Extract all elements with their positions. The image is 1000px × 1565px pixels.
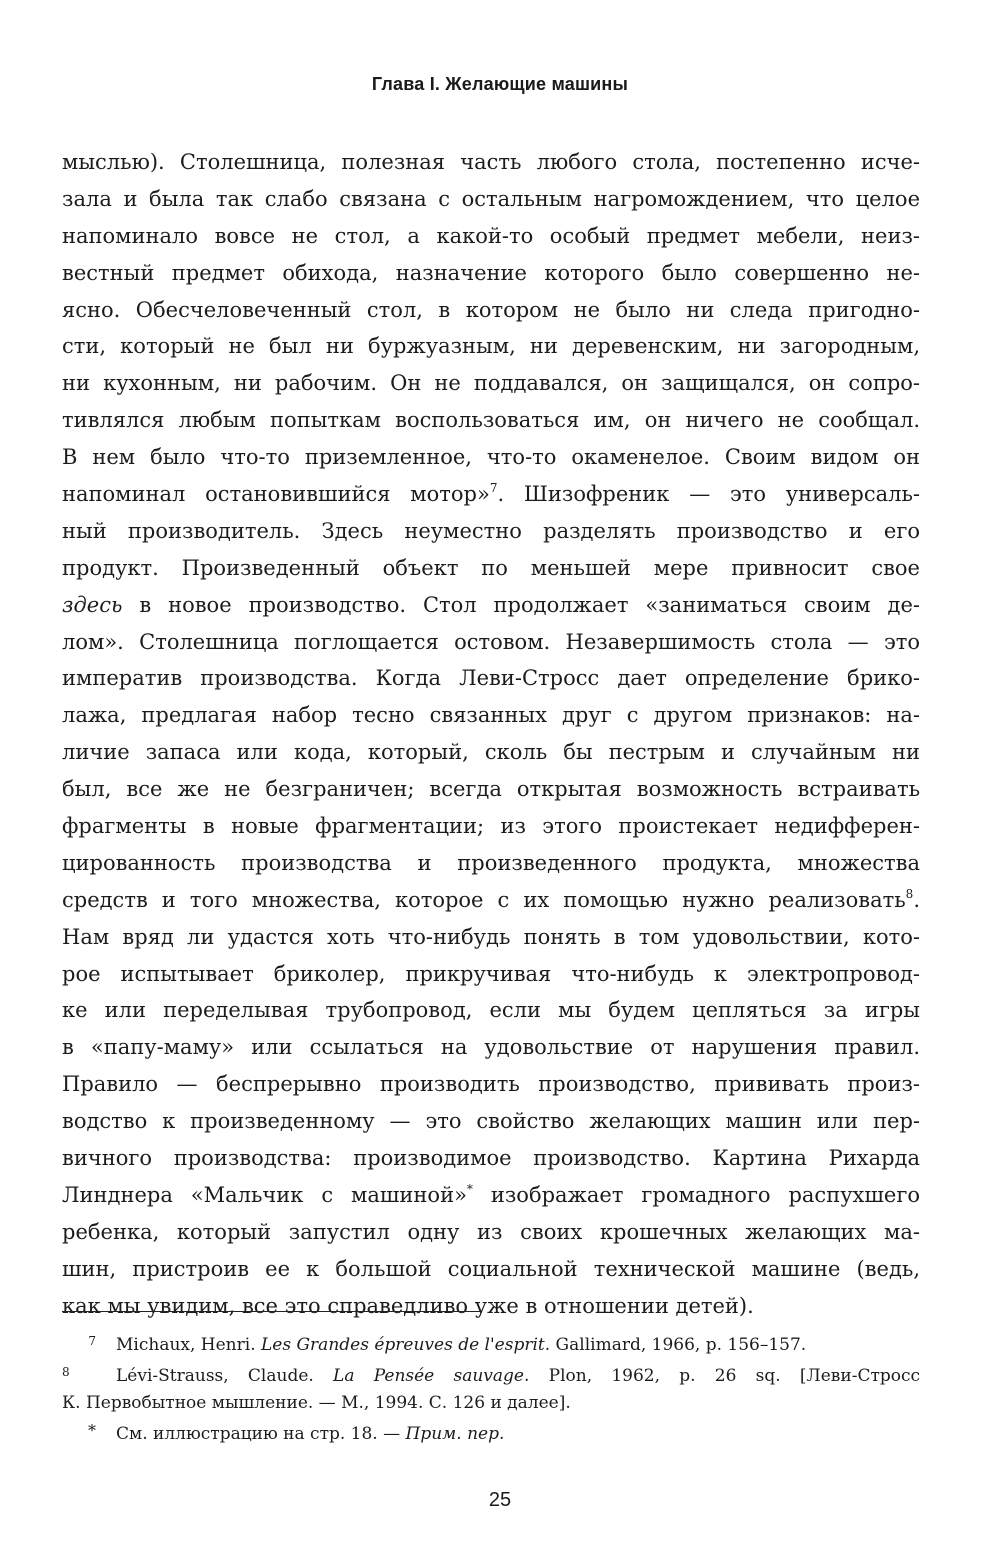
page-number: 25 [488, 1489, 512, 1511]
text-segment: изображает громадного распухшего [472, 1182, 920, 1207]
footnote-ref-7[interactable]: 7 [489, 481, 498, 496]
text-line: тивлялся любым попыткам воспользоваться им, он ничего не сообщал. [62, 408, 920, 433]
text-segment: средств и того множества, которое с их помощью нужно реализовать [62, 887, 906, 912]
running-title: Глава I. Желающие машины [371, 74, 629, 94]
text-line: мыслью). Столешница, полезная часть любого стола, постепенно исче- [62, 150, 920, 174]
footnote-author: Michaux, Henri. [116, 1335, 261, 1355]
text-line: вестный предмет обихода, назначение которого было совершенно не- [62, 260, 920, 285]
text-segment: . Шизофреник — это универсаль- [497, 482, 920, 507]
footnote-details: Gallimard, 1966, p. 156–157. [550, 1335, 807, 1355]
text-line: императив производства. Когда Леви-Стросс дает определение брико- [62, 666, 920, 691]
text-segment: в новое производство. Стол продолжает «заниматься своим де- [122, 592, 920, 617]
text-line [62, 476, 920, 513]
text-line: ребенка, который запустил одну из своих крошечных желающих ма- [62, 1219, 920, 1244]
footnote-separator [62, 1311, 482, 1312]
footnote-line [62, 1328, 920, 1359]
footnote-details: Plon, 1962, p. 26 sq. [Леви-Стросс [529, 1366, 921, 1386]
text-line [62, 1177, 920, 1214]
text-line: рое испытывает бриколер, прикручивая что-нибудь к электропровод- [62, 961, 920, 986]
footnote-8 [62, 1359, 920, 1417]
footnote-author: Lévi-Strauss, Claude. [116, 1366, 334, 1386]
text-line [62, 882, 920, 919]
text-line: продукт. Произведенный объект по меньшей мере привносит свое [62, 555, 920, 580]
text-segment: Линднера «Мальчик с машиной» [62, 1182, 467, 1207]
text-line: сти, который не был ни буржуазным, ни деревенским, ни загородным, [62, 334, 920, 359]
footnote-star [62, 1417, 920, 1448]
italic-word: здесь [62, 592, 123, 617]
footnote-translator-note: Прим. пер. [405, 1424, 505, 1444]
text-line: ке или переделывая трубопровод, если мы будем цепляться за игры [62, 998, 920, 1023]
footnote-line: К. Первобытное мышление. — М., 1994. С. 126 и далее]. [62, 1393, 571, 1413]
text-line: ни кухонным, ни рабочим. Он не поддавался, он защищался, он сопро- [62, 371, 920, 396]
text-line: водство к произведенному — это свойство желающих машин или пер- [62, 1109, 920, 1134]
text-line: ясно. Обесчеловеченный стол, в котором не было ни следа пригодно- [62, 297, 920, 322]
text-line: шин, пристроив ее к большой социальной технической машине (ведь, [62, 1256, 920, 1281]
text-line: В нем было что-то приземленное, что-то окаменелое. Своим видом он [62, 445, 920, 470]
footnote-marker: 8 [62, 1365, 70, 1379]
footnote-7 [62, 1328, 920, 1359]
footnotes [62, 1328, 920, 1448]
main-text [62, 144, 920, 1325]
text-line: Нам вряд ли удастся хоть что-нибудь понять в том удовольствии, кото- [62, 924, 920, 949]
text-line: как мы увидим, все это справедливо уже в отношении детей). [62, 1293, 754, 1318]
text-line: Правило — беспрерывно производить производство, прививать произ- [62, 1072, 920, 1097]
footnote-title: Les Grandes épreuves de l'esprit. [261, 1335, 551, 1355]
footnote-text: См. иллюстрацию на стр. 18. — [116, 1424, 406, 1444]
text-line: вичного производства: производимое производство. Картина Рихарда [62, 1146, 920, 1171]
footnote-ref-star[interactable]: * [466, 1181, 473, 1196]
text-line: цированность производства и произведенного продукта, множества [62, 850, 920, 875]
text-line: лом». Столешница поглощается остовом. Незавершимость стола — это [62, 629, 920, 654]
footnote-line [62, 1359, 920, 1390]
footnote-title: La Pensée sauvage. [333, 1366, 530, 1386]
text-line: лажа, предлагая набор тесно связанных друг с другом признаков: на- [62, 703, 920, 728]
footnote-line [62, 1417, 920, 1448]
text-line: личие запаса или кода, который, сколь бы пестрым и случайным ни [62, 740, 920, 765]
text-line: в «папу-маму» или ссылаться на удовольствие от нарушения правил. [62, 1035, 920, 1060]
footnote-marker: * [88, 1421, 96, 1440]
text-line: напоминало вовсе не стол, а какой-то особый предмет мебели, неиз- [62, 223, 920, 248]
text-line [62, 587, 920, 624]
text-line: был, все же не безграничен; всегда открытая возможность встраивать [62, 777, 920, 802]
text-line: ный производитель. Здесь неуместно разделять производство и его [62, 518, 920, 543]
footnote-ref-8[interactable]: 8 [905, 886, 914, 901]
text-line: фрагменты в новые фрагментации; из этого проистекает недифферен- [62, 814, 920, 839]
text-segment: . [913, 887, 920, 912]
text-line: зала и была так слабо связана с остальным нагромождением, что целое [62, 186, 920, 211]
footnote-marker: 7 [88, 1334, 96, 1348]
text-segment: напоминал остановившийся мотор» [62, 482, 490, 507]
